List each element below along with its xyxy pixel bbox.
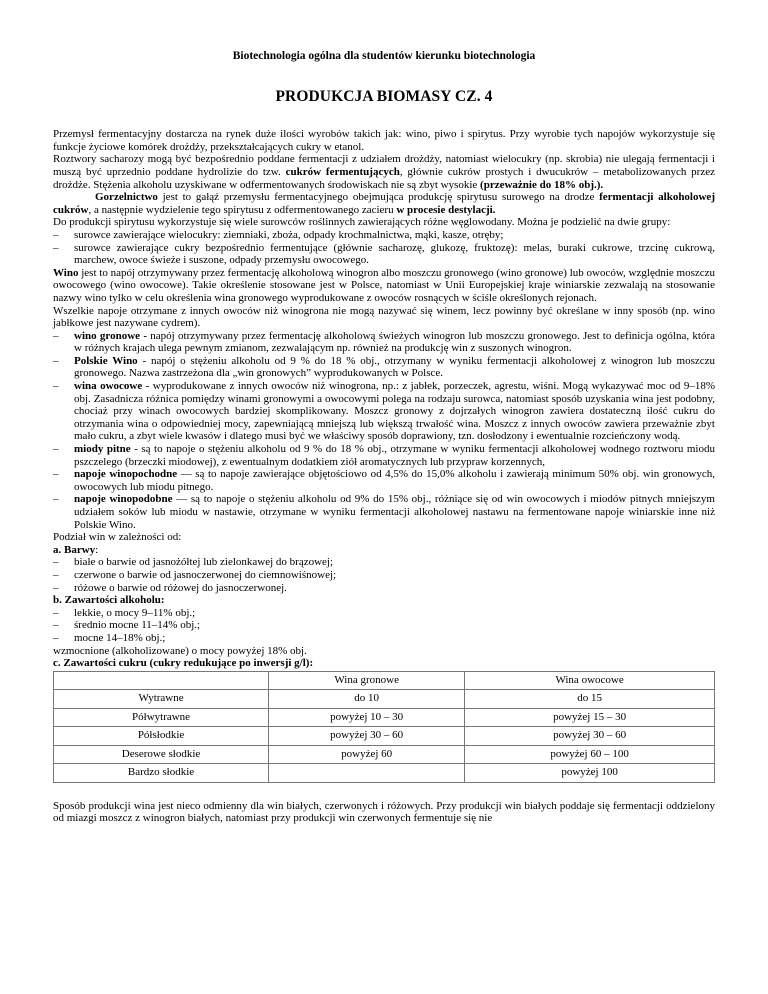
table-header-row [54,671,715,690]
table-header-cell [54,671,269,690]
wine-types-list [53,330,715,532]
table-cell: do 10 [269,690,465,709]
table-cell: Półwytrawne [54,708,269,727]
list-item: – surowce zawierające cukry bezpośrednio fermentujące (głównie sacharozę, glukozę, fruktozę): melas, buraki cukrowe, trzcinę cukrową, marchew, owoce świeże i suszone, odpady przemysłu owocowego. [53,242,715,267]
raw-materials-paragraph: Do produkcji spirytusu wykorzystuje się wiele surowców roślinnych zawierających różne węglowodany. Można je podzielić na dwie grupy: [53,216,671,229]
list-item: – lekkie, o mocy 9–11% obj.; [53,607,715,620]
section-heading-sugar: c. Zawartości cukru (cukry redukujące po inwersji g/l): [53,657,314,670]
list-item: – wino gronowe - napój otrzymywany przez fermentację alkoholową świeżych winogron lub moszczu gronowego. Jest to definicja ogólna, która w różnych krajach ulega pewnym zmianom, zezwalającym np. również na produkcję win z suszonych winogron. [53,330,715,355]
table-cell: powyżej 60 – 100 [465,745,715,764]
distilling-paragraph: Gorzelnictwo jest to gałąź przemysłu fermentacyjnego obejmująca produkcję spirytusu surowego na drodze fermentacji alkoholowej cukrów, a następnie wydzielenie tego spirytusu z odfermentowanego zacieru w procesie destylacji. [53,191,715,216]
table-header-cell: Wina gronowe [269,671,465,690]
table-cell: Bardzo słodkie [54,764,269,783]
table-cell: do 15 [465,690,715,709]
distilling-term: Gorzelnictwo [95,191,158,204]
list-item: – miody pitne - są to napoje o stężeniu alkoholu od 9 % do 18 % obj., otrzymane w wyniku fermentacji alkoholowej wodnego roztworu miodu pszczelego (brzeczki miodowej), z ewentualnym dodatkiem ziół aromatycznych lub przypraw korzennych, [53,443,715,468]
wine-definition: Wino jest to napój otrzymywany przez fermentację alkoholową winogron albo moszczu gronowego (wino gronowe) lub owoców, względnie moszczu owocowego (wino owocowe). Takie określenie stosowane jest w Polsce, natomiast w Unii Europejskiej kraje winiarskie zezwalają na stosowanie nazwy wino tylko w celu określenia wina gronowego wyprodukowane z owoców rosnących w ściśle określonych rejonach. [53,266,715,304]
alcohol-list [53,607,715,645]
table-cell: powyżej 100 [465,764,715,783]
raw-materials-list [53,229,715,267]
page-title: PRODUKCJA BIOMASY CZ. 4 [275,87,493,105]
list-item: – napoje winopochodne — są to napoje zawierające objętościowo od 4,5% do 15,0% alkoholu i zawierają minimum 50% obj. win gronowych, owocowych lub miodu pitnego. [53,468,715,493]
list-item: – średnio mocne 11–14% obj.; [53,619,715,632]
table-cell: powyżej 15 – 30 [465,708,715,727]
table-cell: powyżej 30 – 60 [269,727,465,746]
table-row [54,745,715,764]
fermenting-sugars-term: cukrów fermentujących [285,165,400,178]
table-cell: Wytrawne [54,690,269,709]
classification-intro: Podział win w zależności od: [53,531,182,544]
table-cell: powyżej 60 [269,745,465,764]
page-header: Biotechnologia ogólna dla studentów kierunku biotechnologia [232,50,536,62]
table-row [54,690,715,709]
list-item: – napoje winopodobne — są to napoje o stężeniu alkoholu od 9% do 15% obj., różniące się od win owocowych i miodów pitnych mniejszym udziałem soków lub miodu w nastawie, otrzymane w wyniku fermentacji alkoholowej nastawu na fermentowane napoje winiarskie inne niż Polskie Wino. [53,493,715,531]
fortified-wine-line: wzmocnione (alkoholizowane) o mocy powyżej 18% obj. [53,644,307,657]
table-row [54,727,715,746]
table-row [54,708,715,727]
list-item: – Polskie Wino - napój o stężeniu alkoholu od 9 % do 18 % obj., otrzymany w wyniku fermentacji alkoholowej z winogron lub moszczu gronowego. Nazwa zastrzeżona dla „win gronowych” wyprodukowanych w Polsce. [53,355,715,380]
sugar-content-table [53,671,715,783]
fermentation-paragraph: Roztwory sacharozy mogą być bezpośrednio poddane fermentacji z udziałem drożdży, natomiast wielocukry (np. skrobia) nie ulegają fermentacji i muszą być uprzednio poddane hydrolizie do tzw. cukrów fermentujących, głównie cukrów prostych i dwucukrów – metabolizowanych przez drożdże. Stężenia alkoholu uzyskiwane w odfermentowanych środowiskach nie są zbyt wysokie (przeważnie do 18% obj.). [53,153,715,191]
other-fruit-paragraph: Wszelkie napoje otrzymane z innych owoców niż winogrona nie mogą nazywać się winem, lecz powinny być określane w inny sposób (np. wino jabłkowe jest nazywane cydrem). [53,304,715,330]
list-item: – czerwone o barwie od jasnoczerwonej do ciemnowiśnowej; [53,569,715,582]
table-cell [269,764,465,783]
table-cell: powyżej 30 – 60 [465,727,715,746]
list-item: – wina owocowe - wyprodukowane z innych owoców niż winogrona, np.: z jabłek, porzeczek, agrestu, wiśni. Mogą wykazywać moc od 9–18% obj. Zasadnicza różnica pomiędzy winami gronowymi a owocowymi polega na rodzaju surowca, natomiast sposób uzyskania wina jest podobny, chociaż przy winach owocowych bardziej skomplikowany. Moszcz gronowy z dojrzałych winogron zawiera dostateczną ilość cukru do otrzymania wina o odpowiedniej mocy, zapewniającą mniejszą lub większą trwałość wina. Moszcz z innych owoców zawiera przeważnie zbyt mało cukru, a zbyt wiele kwasów i dlatego musi być we właściwy sposób doprawiony, tzn. dosłodzony i ewentualnie rozcieńczony wodą. [53,380,715,443]
list-item: – białe o barwie od jasnożółtej lub zielonkawej do brązowej; [53,556,715,569]
closing-paragraph: Sposób produkcji wina jest nieco odmienny dla win białych, czerwonych i różowych. Przy produkcji win białych poddaje się fermentacji oddzielony od miazgi moszcz z winogron białych, natomiast przy produkcji win czerwonych fermentuje się nie [53,799,715,825]
table-cell: Półsłodkie [54,727,269,746]
intro-paragraph: Przemysł fermentacyjny dostarcza na rynek duże ilości wyrobów takich jak: wino, piwo i spirytus. Przy wyrobie tych napojów wykorzystuje się funkcje życiowe komórek drożdży, przekształcających cukry w etanol. [53,128,715,153]
table-header-cell: Wina owocowe [465,671,715,690]
list-item: – różowe o barwie od różowej do jasnoczerwonej. [53,582,715,595]
table-cell: Deserowe słodkie [54,745,269,764]
table-row [54,764,715,783]
color-list [53,556,715,594]
section-heading-color: a. Barwy: [53,543,99,556]
list-item: – surowce zawierające wielocukry: ziemniaki, zboża, odpady krochmalnictwa, mąki, kasze, otręby; [53,229,715,242]
list-item: – mocne 14–18% obj.; [53,632,715,645]
alcohol-limit-note: (przeważnie do 18% obj.). [480,178,604,191]
table-cell: powyżej 10 – 30 [269,708,465,727]
section-heading-alcohol: b. Zawartości alkoholu: [53,594,165,607]
wine-term: Wino [53,266,79,279]
